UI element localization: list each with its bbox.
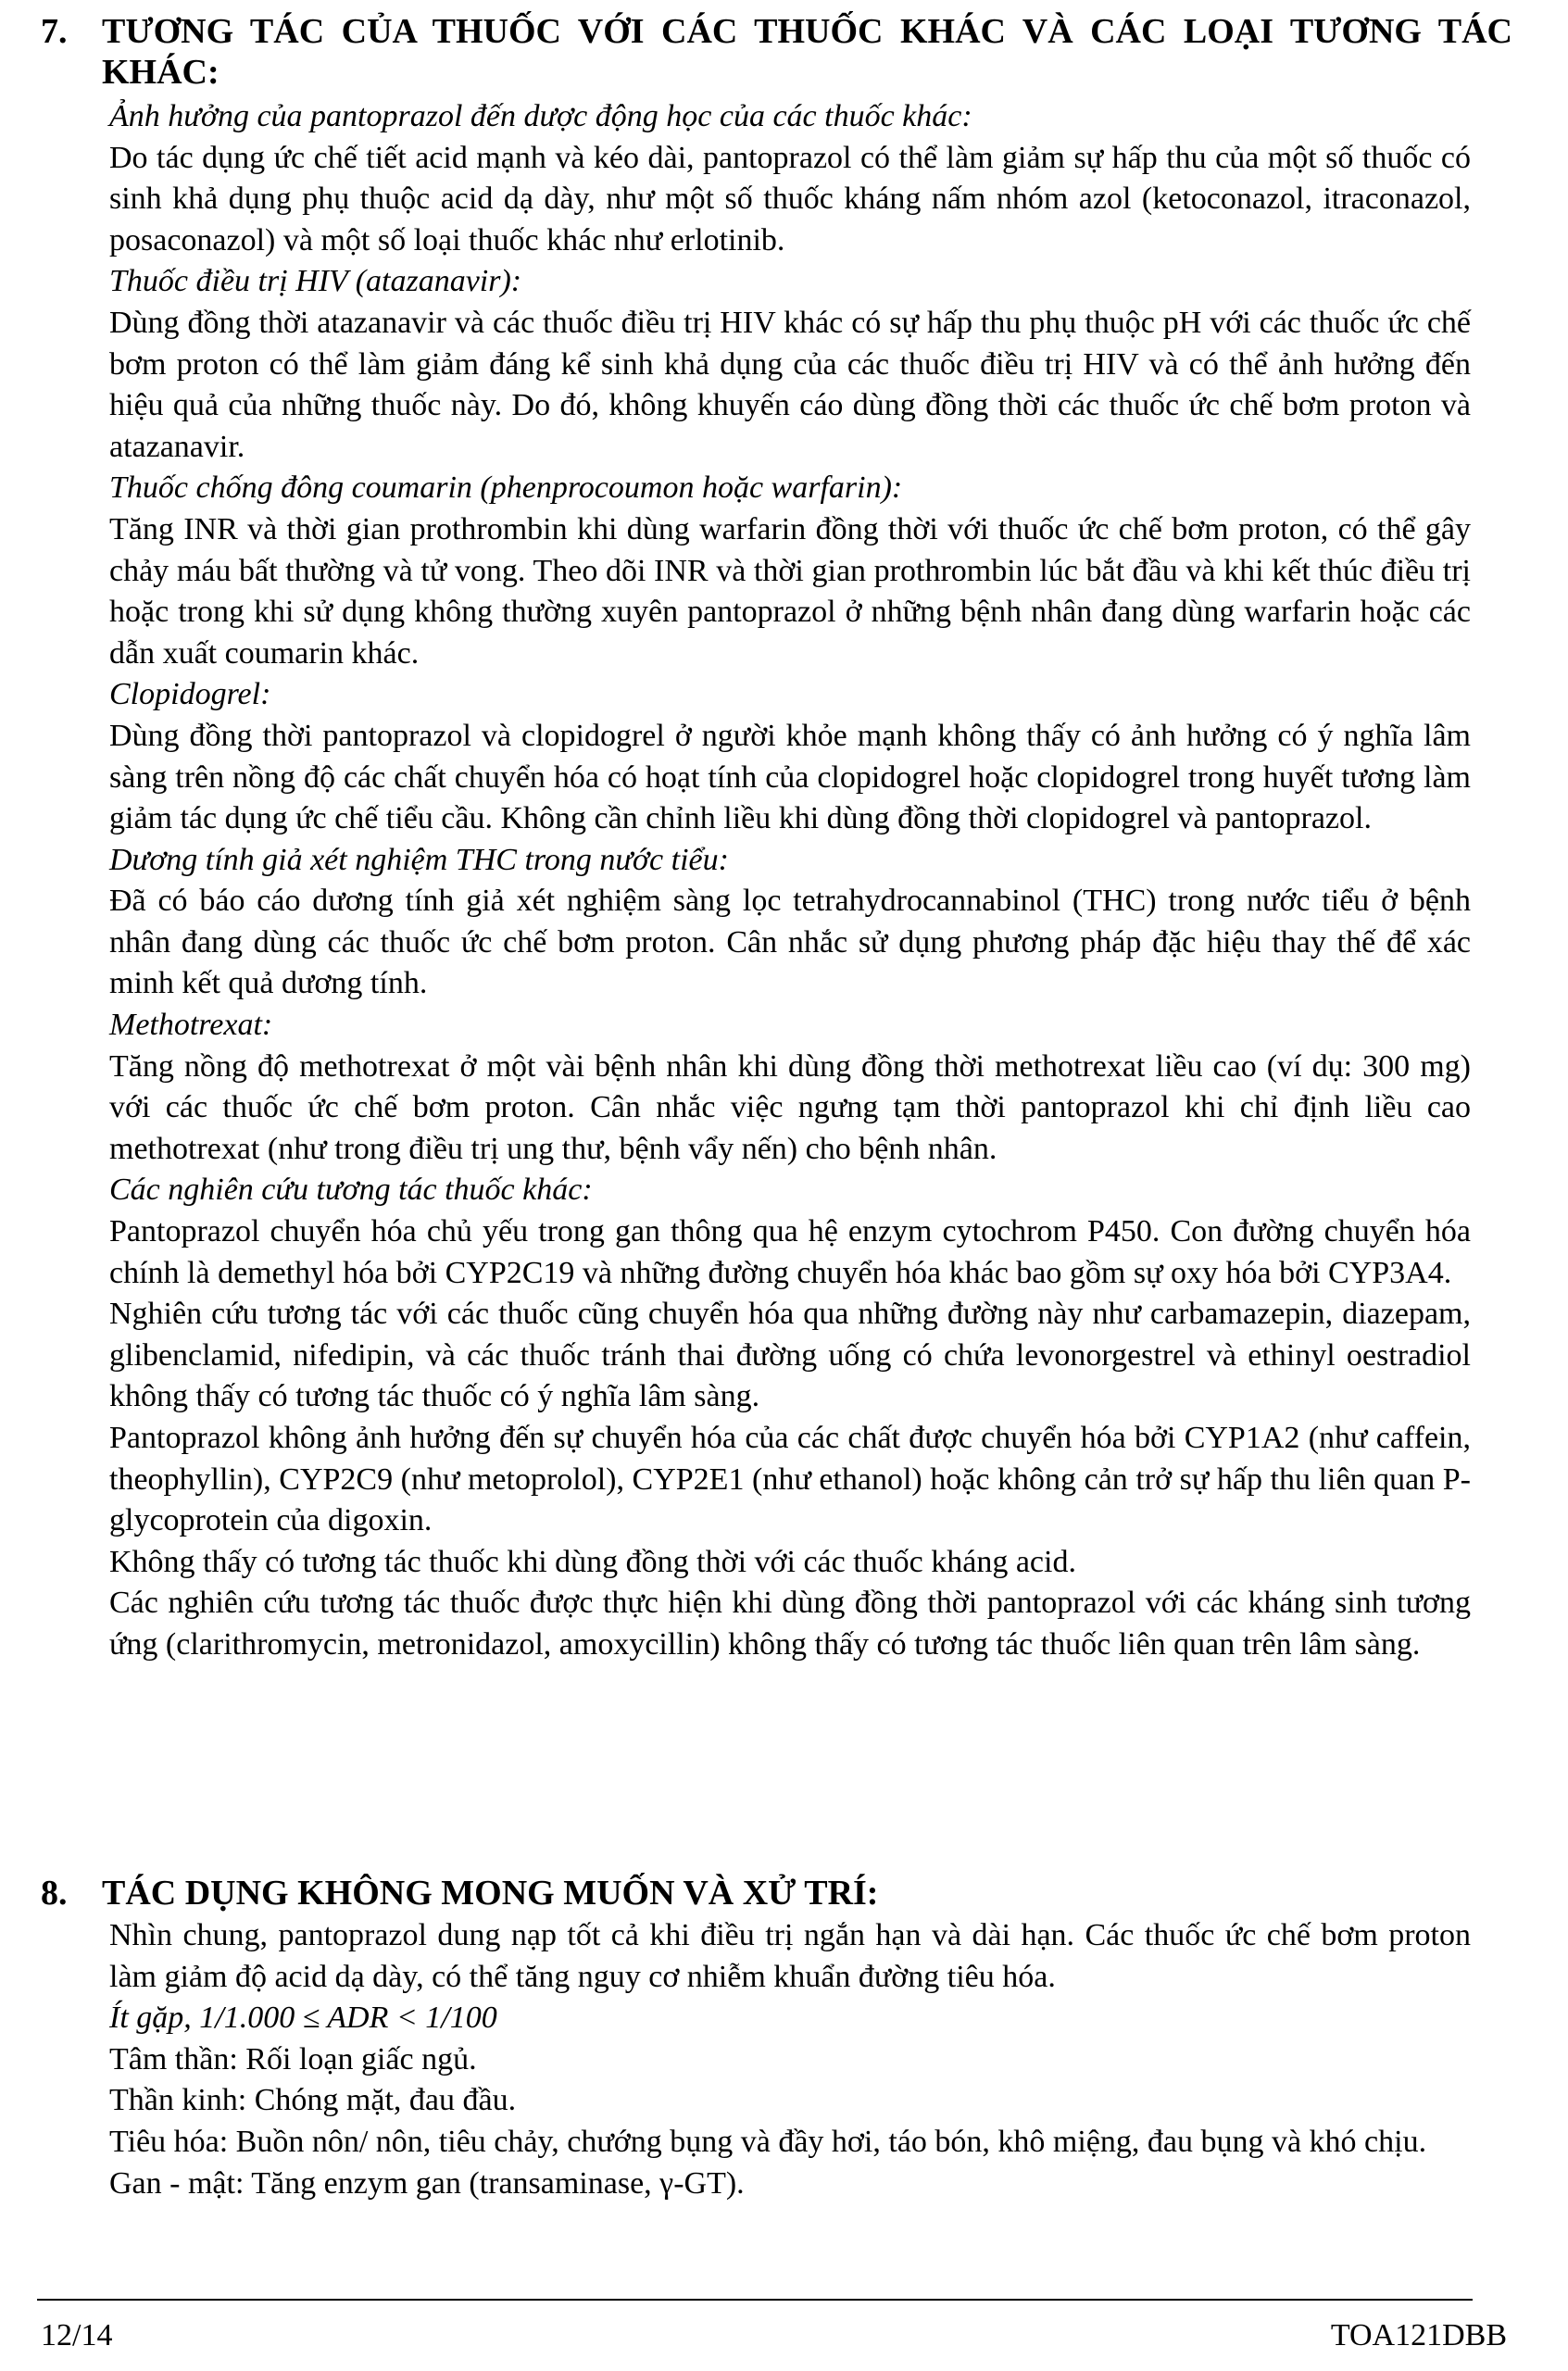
paragraph: Các nghiên cứu tương tác thuốc được thực hiện khi dùng đồng thời pantoprazol với các kháng sinh tương ứng (clarithromycin, metronidazol, amoxycillin) không thấy có tương tác thuốc liên quan trên lâm sàng. xyxy=(109,1586,1471,1662)
paragraph: Đã có báo cáo dương tính giả xét nghiệm sàng lọc tetrahydrocannabinol (THC) trong nước tiểu ở bệnh nhân đang dùng các thuốc ức chế bơm proton. Cân nhắc sử dụng phương pháp đặc hiệu thay thế để xác minh kết quả dương tính. xyxy=(109,884,1471,1001)
paragraph: Tăng INR và thời gian prothrombin khi dùng warfarin đồng thời với thuốc ức chế bơm proton, có thể gây chảy máu bất thường và tử vong. Theo dõi INR và thời gian prothrombin lúc bắt đầu và khi kết thúc điều trị hoặc trong khi sử dụng không thường xuyên pantoprazol ở những bệnh nhân đang dùng warfarin hoặc các dẫn xuất coumarin khác. xyxy=(109,511,1471,671)
paragraph: Không thấy có tương tác thuốc khi dùng đồng thời với các thuốc kháng acid. xyxy=(109,1544,1076,1579)
section-7-body xyxy=(109,96,1471,1666)
section-8-title: TÁC DỤNG KHÔNG MONG MUỐN VÀ XỬ TRÍ: xyxy=(102,1874,879,1913)
paragraph: Tăng nồng độ methotrexat ở một vài bệnh nhân khi dùng đồng thời methotrexat liều cao (ví dụ: 300 mg) với các thuốc ức chế bơm proton. Cân nhắc việc ngưng tạm thời pantoprazol khi chỉ định liều cao methotrexat (như trong điều trị ung thư, bệnh vẩy nến) cho bệnh nhân. xyxy=(109,1048,1471,1166)
paragraph: Dùng đồng thời atazanavir và các thuốc điều trị HIV khác có sự hấp thu phụ thuộc pH với các thuốc ức chế bơm proton có thể làm giảm đáng kể sinh khả dụng của các thuốc điều trị HIV và có thể ảnh hưởng đến hiệu quả của những thuốc này. Do đó, không khuyến cáo dùng đồng thời các thuốc ức chế bơm proton và atazanavir. xyxy=(109,305,1471,464)
paragraph: Nghiên cứu tương tác với các thuốc cũng chuyển hóa qua những đường này như carbamazepin, diazepam, glibenclamid, nifedipin, và các thuốc tránh thai đường uống có chứa levonorgestrel và ethinyl oestradiol không thấy có tương tác thuốc có ý nghĩa lâm sàng. xyxy=(109,1297,1471,1414)
section-8-number: 8. xyxy=(41,1874,68,1913)
subheading: Clopidogrel: xyxy=(109,677,271,712)
paragraph: Tiêu hóa: Buồn nôn/ nôn, tiêu chảy, chướng bụng và đầy hơi, táo bón, khô miệng, đau bụng và khó chịu. xyxy=(109,2124,1427,2159)
paragraph: Gan - mật: Tăng enzym gan (transaminase, γ-GT). xyxy=(109,2165,745,2201)
paragraph: Pantoprazol không ảnh hưởng đến sự chuyển hóa của các chất được chuyển hóa bởi CYP1A2 (như caffein, theophyllin), CYP2C9 (như metoprolol), CYP2E1 (như ethanol) hoặc không cản trở sự hấp thu liên quan P-glycoprotein của digoxin. xyxy=(109,1421,1471,1538)
subheading: Ảnh hưởng của pantoprazol đến dược động học của các thuốc khác: xyxy=(109,99,972,133)
footer-rule xyxy=(37,2299,1473,2301)
subheading: Thuốc chống đông coumarin (phenprocoumon hoặc warfarin): xyxy=(109,470,903,506)
section-8-body xyxy=(109,1915,1471,2204)
paragraph: Do tác dụng ức chế tiết acid mạnh và kéo dài, pantoprazol có thể làm giảm sự hấp thu của một số thuốc có sinh khả dụng phụ thuộc acid dạ dày, như một số thuốc kháng nấm nhóm azol (ketoconazol, itraconazol, posaconazol) và một số loại thuốc khác như erlotinib. xyxy=(109,140,1471,257)
subheading: Methotrexat: xyxy=(109,1008,273,1043)
section-8-heading xyxy=(41,1873,1512,1913)
subheading: Thuốc điều trị HIV (atazanavir): xyxy=(109,264,522,299)
paragraph: Dùng đồng thời pantoprazol và clopidogrel ở người khỏe mạnh không thấy có ảnh hưởng có ý nghĩa lâm sàng trên nồng độ các chất chuyển hóa có hoạt tính của clopidogrel hoặc clopidogrel trong huyết tương làm giảm tác dụng ức chế tiểu cầu. Không cần chỉnh liều khi dùng đồng thời clopidogrel và pantoprazol. xyxy=(109,718,1471,836)
section-7-title: TƯƠNG TÁC CỦA THUỐC VỚI CÁC THUỐC KHÁC VÀ CÁC LOẠI TƯƠNG TÁC KHÁC: xyxy=(102,12,1512,92)
subheading: Các nghiên cứu tương tác thuốc khác: xyxy=(109,1173,593,1208)
subheading: Ít gặp, 1/1.000 ≤ ADR < 1/100 xyxy=(109,2001,497,2036)
section-7-heading xyxy=(41,11,1512,93)
paragraph: Tâm thần: Rối loạn giấc ngủ. xyxy=(109,2041,477,2076)
paragraph: Thần kinh: Chóng mặt, đau đầu. xyxy=(109,2083,517,2118)
document-code: TOA121DBB xyxy=(1330,2318,1507,2352)
paragraph: Pantoprazol chuyển hóa chủ yếu trong gan thông qua hệ enzym cytochrom P450. Con đường chuyển hóa chính là demethyl hóa bởi CYP2C19 và những đường chuyển hóa khác bao gồm sự oxy hóa bởi CYP3A4. xyxy=(109,1214,1471,1290)
section-7-number: 7. xyxy=(41,12,68,51)
paragraph: Nhìn chung, pantoprazol dung nạp tốt cả khi điều trị ngắn hạn và dài hạn. Các thuốc ức chế bơm proton làm giảm độ acid dạ dày, có thể tăng nguy cơ nhiễm khuẩn đường tiêu hóa. xyxy=(109,1918,1471,1994)
subheading: Dương tính giả xét nghiệm THC trong nước tiểu: xyxy=(109,842,729,877)
page-number: 12/14 xyxy=(41,2318,113,2352)
